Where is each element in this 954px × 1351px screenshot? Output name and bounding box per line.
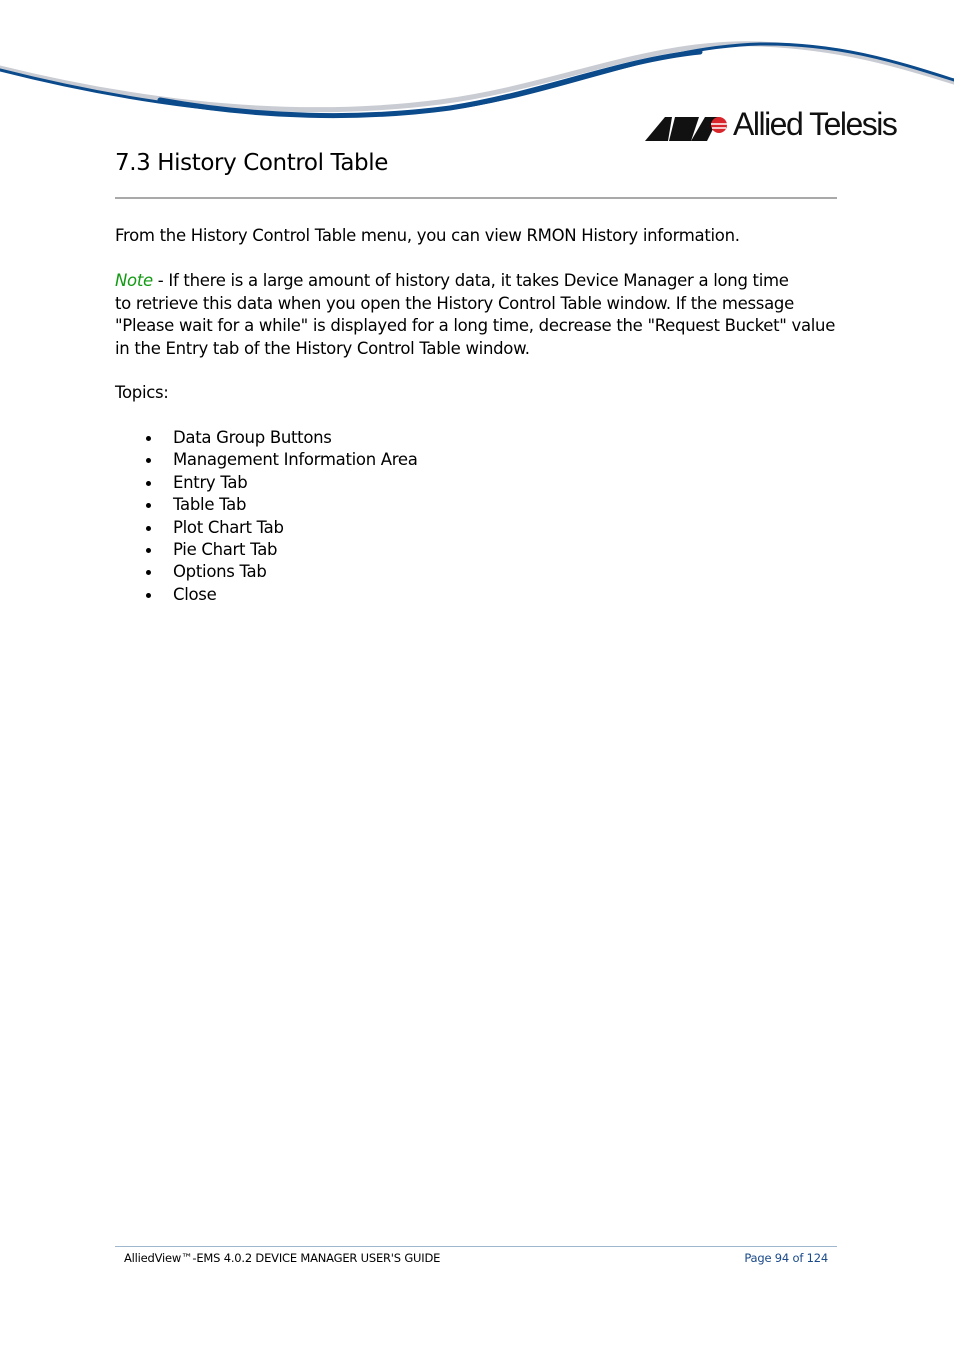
topics-list [145,427,418,606]
topic-link-options-tab[interactable]: Options Tab [145,561,418,583]
footer-guide-title: AlliedView™-EMS 4.0.2 DEVICE MANAGER USER'S GUIDE [124,1251,441,1265]
topic-link-close[interactable]: Close [145,584,418,606]
footer-page-number: Page 94 of 124 [744,1251,828,1265]
intro-paragraph: From the History Control Table menu, you can view RMON History information. [115,226,740,245]
allied-telesis-logo-icon [645,113,729,141]
topics-label: Topics: [115,383,169,402]
topic-link-plot-chart-tab[interactable]: Plot Chart Tab [145,517,418,539]
note-text-line-1: - If there is a large amount of history data, it takes Device Manager a long time [152,271,789,290]
topic-link-pie-chart-tab[interactable]: Pie Chart Tab [145,539,418,561]
page-title: 7.3 History Control Table [115,150,388,176]
topic-link-table-tab[interactable]: Table Tab [145,494,418,516]
footer-divider [115,1246,837,1247]
note-paragraph [115,270,835,360]
topic-link-management-information-area[interactable]: Management Information Area [145,449,418,471]
note-text-line-3: "Please wait for a while" is displayed for a long time, decrease the "Request Bucket" value [115,316,836,335]
brand-name: Allied Telesis [733,106,897,142]
note-text-line-2: to retrieve this data when you open the History Control Table window. If the message [115,293,794,313]
note-text-line-4: in the Entry tab of the History Control Table window. [115,338,530,358]
topic-link-entry-tab[interactable]: Entry Tab [145,472,418,494]
note-label: Note [115,271,153,290]
topic-link-data-group-buttons[interactable]: Data Group Buttons [145,427,418,449]
title-divider [115,197,837,199]
